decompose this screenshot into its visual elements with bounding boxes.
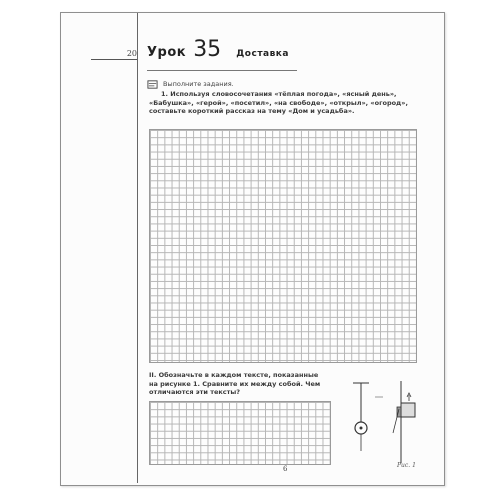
writing-grid-small[interactable] [149, 401, 331, 465]
pencil-task-icon [147, 79, 158, 90]
lesson-number: 35 [193, 37, 222, 62]
task-1-text: Используя словосочетания «тёплая погода», «ясный день», «Бабушка», «герой», «посетил», «на свободе», «открыл», «огород», составьте короткий рассказ на тему «Дом и усадьба». [149, 90, 408, 116]
date-text: 20 [126, 49, 137, 58]
writing-grid-large[interactable] [149, 129, 417, 363]
workbook-page [60, 12, 445, 486]
date-field [91, 50, 137, 60]
lesson-title: Доставка [236, 49, 289, 59]
instructions-label: Выполните задания. [163, 80, 234, 88]
page-number: 6 [283, 465, 288, 473]
lesson-word: Урок [147, 45, 187, 60]
task-2-text: II. Обозначьте в каждом тексте, показанные на рисунке 1. Сравните их между собой. Чем отличаются эти тексты? [149, 371, 321, 397]
task-1-number: 1. [161, 90, 168, 98]
task-1 [149, 90, 414, 116]
lesson-heading [147, 37, 289, 67]
figure-caption: Рис. 1 [397, 462, 416, 469]
margin-line [137, 13, 138, 483]
pendulum-figure [347, 373, 437, 465]
heading-underline [147, 70, 297, 71]
